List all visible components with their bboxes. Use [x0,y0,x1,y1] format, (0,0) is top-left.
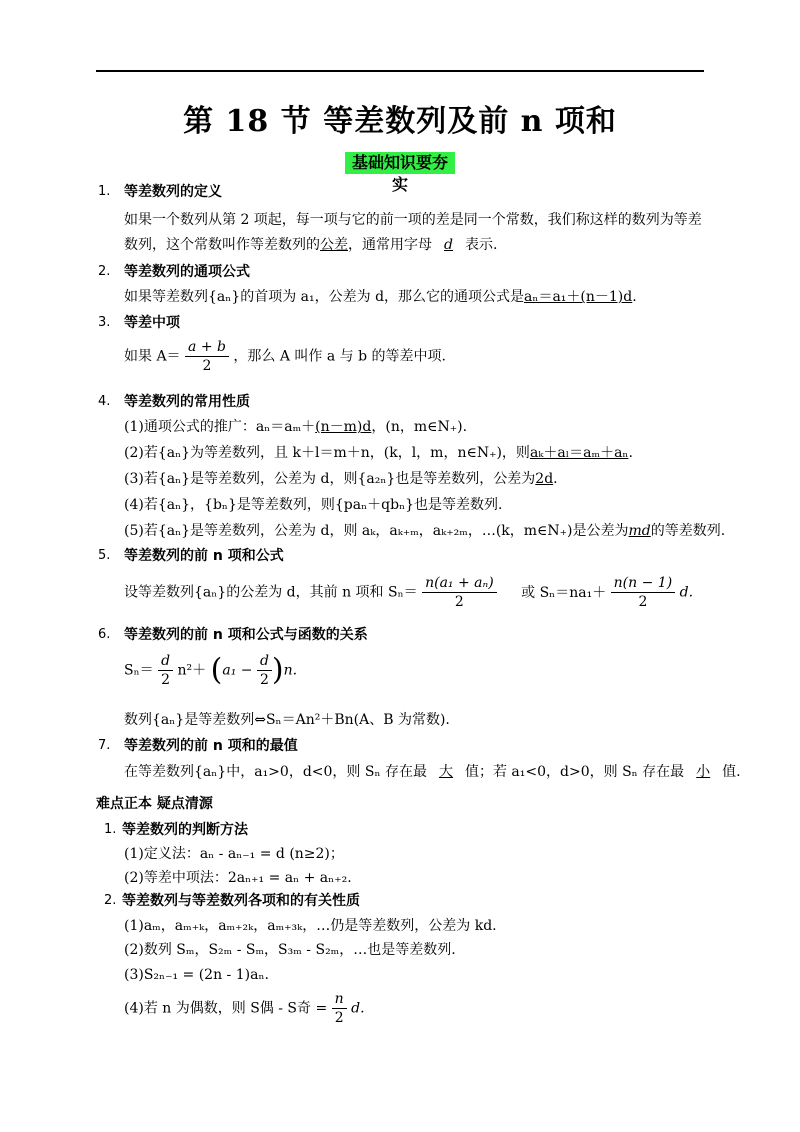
fraction [257,652,272,689]
property-line [124,418,467,436]
text: ，(n，m∈N₊). [371,419,468,435]
text: . [628,445,633,461]
section-heading: 等差数列与等差数列各项和的有关性质 [122,893,360,909]
item-number: 2. [98,264,111,279]
item-number: 7. [98,738,111,753]
fraction [158,652,173,689]
text: 值. [722,764,741,780]
answer: 公差 [320,237,348,253]
answer: 2d [535,471,554,487]
text-line [124,288,637,306]
property-line [124,444,633,462]
item-number: 1. [104,822,117,837]
text: a₁ − [222,662,253,679]
item-number: 2. [104,893,117,908]
text-line: (1)定义法：aₙ - aₙ₋₁ = d (n≥2)； [124,846,344,862]
text: (4)若 n 为偶数，则 S偶 - S奇 = [124,1000,328,1017]
fraction [332,990,347,1027]
denominator: 2 [638,594,648,610]
text: d. [351,1000,365,1017]
text: 设等差数列{aₙ}的公差为 d，其前 n 项和 Sₙ＝ [124,584,418,601]
item-number: 4. [98,394,111,409]
text-line: 如果一个数列从第 2 项起，每一项与它的前一项的差是同一个常数，我们称这样的数列为等差 [124,212,702,228]
item-number: 6. [98,627,111,642]
section-heading: 等差数列的前 n 项和公式与函数的关系 [124,627,368,643]
denominator: 2 [334,1010,344,1026]
text: 或 Sₙ＝na₁＋ [521,584,607,601]
text-line: (3)S₂ₙ₋₁ = (2n - 1)aₙ. [124,967,269,983]
answer: aₖ＋aₗ＝aₘ＋aₙ [529,445,629,461]
section-heading: 等差数列的常用性质 [124,394,250,410]
formula-line [124,574,693,611]
section-heading: 等差中项 [124,315,180,331]
numerator: n(a₁ + aₙ) [422,574,497,593]
text-line: (2)等差中项法：2aₙ₊₁ = aₙ + aₙ₊₂. [124,870,352,886]
item-number: 5. [98,548,111,563]
section-heading: 等差数列的定义 [124,184,222,200]
answer: d [444,237,453,253]
section-heading: 等差数列的前 n 项和公式 [124,548,284,564]
item-number: 1. [98,184,111,199]
fraction [185,338,229,375]
text: 如果等差数列{aₙ}的首项为 a₁，公差为 d，那么它的通项公式是 [124,289,525,305]
text: 值；若 a₁<0，d>0，则 Sₙ 存在最 [464,764,685,780]
left-paren: ( [210,652,223,688]
answer: 大 [438,764,453,780]
numerator: d [257,652,272,671]
numerator: n(n − 1) [611,574,676,593]
denominator: 2 [259,672,269,688]
numerator: n [332,990,347,1009]
section-heading: 等差数列的判断方法 [122,822,248,838]
page-title: 第 18 节 等差数列及前 n 项和 [183,104,617,139]
text: 数列，这个常数叫作等差数列的 [124,237,320,253]
numerator: a + b [185,338,229,357]
text: ，通常用字母 [348,237,432,253]
section-banner: 基础知识要夯实 [345,152,455,174]
text: n²＋ [177,662,207,679]
top-rule [96,70,704,72]
property-line: (4)若{aₙ}，{bₙ}是等差数列，则{paₙ＋qbₙ}也是等差数列. [124,497,503,513]
section-heading: 等差数列的前 n 项和的最值 [124,738,298,754]
fraction [611,574,676,611]
text-line: (1)aₘ，aₘ₊ₖ，aₘ₊₂ₖ，aₘ₊₃ₖ，…仍是等差数列，公差为 kd. [124,918,497,934]
text: . [632,289,637,305]
part-heading: 难点正本 疑点清源 [96,796,213,812]
text-line: 数列{aₙ}是等差数列⇔Sₙ＝An²＋Bn(A、B 为常数). [124,712,450,728]
answer: aₙ＝a₁＋(n－1)d [524,289,633,305]
text-line [124,763,741,781]
text: (3)若{aₙ}是等差数列，公差为 d，则{a₂ₙ}也是等差数列，公差为 [124,471,536,487]
formula-line [124,338,446,375]
text-line [124,236,497,254]
text: n. [283,662,298,679]
text: . [553,471,558,487]
answer: md [628,523,651,539]
text: ，那么 A 叫作 a 与 b 的等差中项. [233,348,446,365]
fraction [422,574,497,611]
text: (5)若{aₙ}是等差数列，公差为 d，则 aₖ，aₖ₊ₘ，aₖ₊₂ₘ，…(k，m∈N₊)是公差为 [124,523,629,539]
text: (2)若{aₙ}为等差数列，且 k＋l＝m＋n，(k，l，m，n∈N₊)，则 [124,445,530,461]
text: Sₙ＝ [124,662,154,679]
section-heading: 等差数列的通项公式 [124,264,250,280]
right-paren: ) [271,652,284,688]
denominator: 2 [202,358,212,374]
text: (1)通项公式的推广：aₙ＝aₘ＋ [124,419,316,435]
answer: 小 [696,764,711,780]
formula-line [124,652,297,689]
text-line: (2)数列 Sₘ，S₂ₘ - Sₘ，S₃ₘ - S₂ₘ，…也是等差数列. [124,942,456,958]
formula-line [124,990,365,1027]
item-number: 3. [98,315,111,330]
text: 的等差数列. [650,523,726,539]
property-line [124,470,558,488]
property-line [124,522,725,540]
text: 如果 A＝ [124,348,181,365]
text: d. [679,584,694,601]
numerator: d [158,652,173,671]
denominator: 2 [161,672,171,688]
answer: (n－m)d [315,419,372,435]
denominator: 2 [454,594,464,610]
text: 表示. [464,237,498,253]
text: 在等差数列{aₙ}中，a₁>0，d<0，则 Sₙ 存在最 [124,764,427,780]
